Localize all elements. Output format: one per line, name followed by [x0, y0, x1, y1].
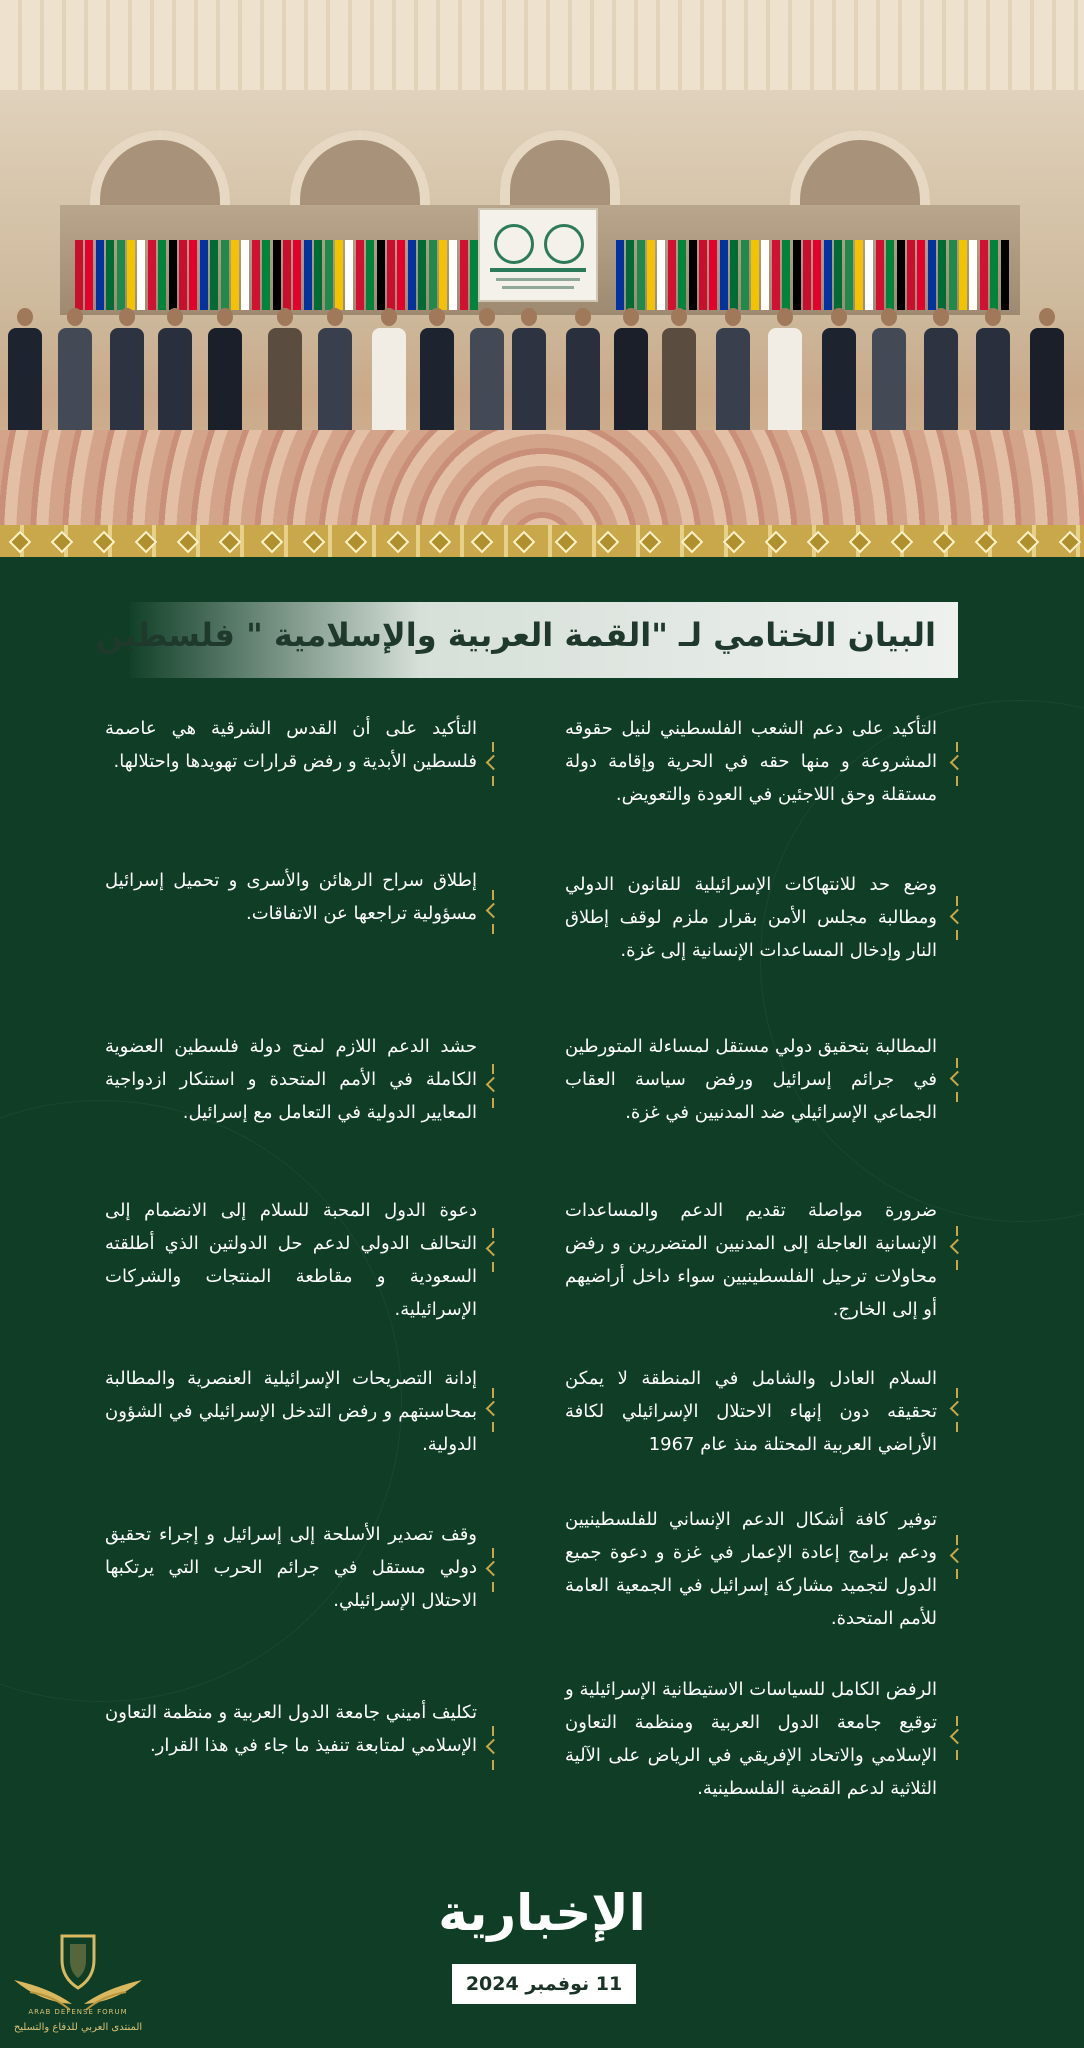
delegate-figure — [768, 308, 802, 440]
band-diamond — [597, 531, 620, 554]
item-marker-icon — [486, 1228, 500, 1272]
statement-item: التأكيد على دعم الشعب الفلسطيني لنيل حقوقه المشروعة و منها حقه في الحرية وإقامة دولة مستقلة وحق اللاجئين في العودة والتعويض. — [565, 718, 937, 805]
item-marker-icon — [486, 890, 500, 934]
item-marker-icon — [486, 1548, 500, 1592]
band-diamond — [765, 531, 788, 554]
band-diamond — [723, 531, 746, 554]
band-diamond — [891, 531, 914, 554]
band-diamond — [387, 531, 410, 554]
forum-watermark — [10, 1930, 146, 2042]
item-marker-icon — [950, 742, 964, 786]
statement-item: الرفض الكامل للسياسات الاستيطانية الإسرائيلية و توقيع جامعة الدول العربية ومنظمة التعاون الإسلامي والاتحاد الإفريقي في الرياض على الآلية الثلاثية لدعم القضية الفلسطينية. — [565, 1679, 937, 1799]
delegate-figure — [976, 308, 1010, 440]
forum-name-en: ARAB DEFENSE FORUM — [28, 2008, 128, 2016]
statement-item: المطالبة بتحقيق دولي مستقل لمساءلة المتورطين في جرائم إسرائيل ورفض سياسة العقاب الجماعي الإسرائيلي ضد المدنيين في غزة. — [565, 1036, 937, 1123]
item-marker-icon — [486, 1726, 500, 1770]
statement-item: تكليف أميني جامعة الدول العربية و منظمة التعاون الإسلامي لمتابعة تنفيذ ما جاء في هذا القرار. — [105, 1702, 477, 1756]
statement-item: وضع حد للانتهاكات الإسرائيلية للقانون الدولي ومطالبة مجلس الأمن بقرار ملزم لوقف إطلاق النار وإدخال المساعدات الإنسانية إلى غزة. — [565, 874, 937, 961]
delegate-figure — [512, 308, 546, 440]
band-diamond — [849, 531, 872, 554]
band-diamond — [345, 531, 368, 554]
title-banner — [95, 602, 958, 678]
delegate-figure — [110, 308, 144, 440]
band-diamond — [1017, 531, 1040, 554]
gold-ornament-band — [0, 525, 1084, 557]
delegate-figure — [716, 308, 750, 440]
delegate-figure — [822, 308, 856, 440]
band-diamond — [471, 531, 494, 554]
summit-logo-sign — [478, 208, 598, 302]
band-diamond — [555, 531, 578, 554]
forum-name: المنتدى العربي للدفاع والتسليح — [13, 2022, 143, 2033]
band-diamond — [639, 531, 662, 554]
item-marker-icon — [486, 742, 500, 786]
item-marker-icon — [950, 1388, 964, 1432]
band-diamond — [513, 531, 536, 554]
band-diamond — [9, 531, 32, 554]
item-marker-icon — [950, 1716, 964, 1760]
band-diamond — [303, 531, 326, 554]
delegate-figure — [8, 308, 42, 440]
delegate-figure — [470, 308, 504, 440]
date-badge: 11 نوفمبر 2024 — [452, 1964, 636, 2004]
delegate-figure — [1030, 308, 1064, 440]
item-marker-icon — [950, 1058, 964, 1102]
statement-item: توفير كافة أشكال الدعم الإنساني للفلسطينيين ودعم برامج إعادة الإعمار في غزة و دعوة جميع الدول لتجميد مشاركة إسرائيل في الجمعية العامة للأمم المتحدة. — [565, 1509, 937, 1629]
delegate-figure — [872, 308, 906, 440]
band-diamond — [261, 531, 284, 554]
band-diamond — [975, 531, 998, 554]
brand-logo-text: الإخبارية — [438, 1884, 646, 1942]
delegate-figure — [208, 308, 242, 440]
statement-item: حشد الدعم اللازم لمنح دولة فلسطين العضوية الكاملة في الأمم المتحدة و استنكار ازدواجية المعايير الدولية في التعامل مع إسرائيل. — [105, 1036, 477, 1123]
summit-group-photo — [0, 0, 1084, 525]
band-diamond — [1059, 531, 1082, 554]
ceiling-ornament — [0, 0, 1084, 90]
item-marker-icon — [950, 1535, 964, 1579]
delegate-figure — [158, 308, 192, 440]
band-diamond — [51, 531, 74, 554]
delegate-figure — [924, 308, 958, 440]
band-diamond — [681, 531, 704, 554]
band-diamond — [219, 531, 242, 554]
delegate-figure — [268, 308, 302, 440]
delegate-figure — [58, 308, 92, 440]
statement-item: دعوة الدول المحبة للسلام إلى الانضمام إلى التحالف الدولي لدعم حل الدولتين الذي أطلقته السعودية و مقاطعة المنتجات والشركات الإسرائيلية. — [105, 1200, 477, 1320]
statement-item: السلام العادل والشامل في المنطقة لا يمكن تحقيقه دون إنهاء الاحتلال الإسرائيلي لكافة الأراضي العربية المحتلة منذ عام 1967 — [565, 1368, 937, 1455]
band-diamond — [933, 531, 956, 554]
item-marker-icon — [486, 1064, 500, 1108]
delegate-figure — [372, 308, 406, 440]
band-diamond — [429, 531, 452, 554]
item-marker-icon — [950, 1226, 964, 1270]
statement-item: ضرورة مواصلة تقديم الدعم والمساعدات الإنسانية العاجلة إلى المدنيين المتضررين و رفض محاولات ترحيل الفلسطينيين سواء داخل أراضيهم أو إلى الخارج. — [565, 1200, 937, 1320]
delegate-figure — [420, 308, 454, 440]
delegate-figure — [662, 308, 696, 440]
carpet — [0, 430, 1084, 525]
band-diamond — [807, 531, 830, 554]
band-diamond — [135, 531, 158, 554]
delegates-row — [0, 290, 1084, 440]
item-marker-icon — [950, 896, 964, 940]
statement-item: إدانة التصريحات الإسرائيلية العنصرية والمطالبة بمحاسبتهم و رفض التدخل الإسرائيلي في الشؤون الدولية. — [105, 1368, 477, 1455]
item-marker-icon — [486, 1388, 500, 1432]
statement-item: وقف تصدير الأسلحة إلى إسرائيل و إجراء تحقيق دولي مستقل في جرائم الحرب التي يرتكبها الاحتلال الإسرائيلي. — [105, 1524, 477, 1611]
delegate-figure — [318, 308, 352, 440]
delegate-figure — [614, 308, 648, 440]
page-title: البيان الختامي لـ "القمة العربية والإسلامية " فلسطين — [95, 616, 936, 654]
band-diamond — [177, 531, 200, 554]
delegate-figure — [566, 308, 600, 440]
statement-item: التأكيد على أن القدس الشرقية هي عاصمة فلسطين الأبدية و رفض قرارات تهويدها واحتلالها. — [105, 718, 477, 772]
band-diamond — [93, 531, 116, 554]
hall-arches — [0, 90, 1084, 220]
statement-item: إطلاق سراح الرهائن والأسرى و تحميل إسرائيل مسؤولية تراجعها عن الاتفاقات. — [105, 870, 477, 924]
